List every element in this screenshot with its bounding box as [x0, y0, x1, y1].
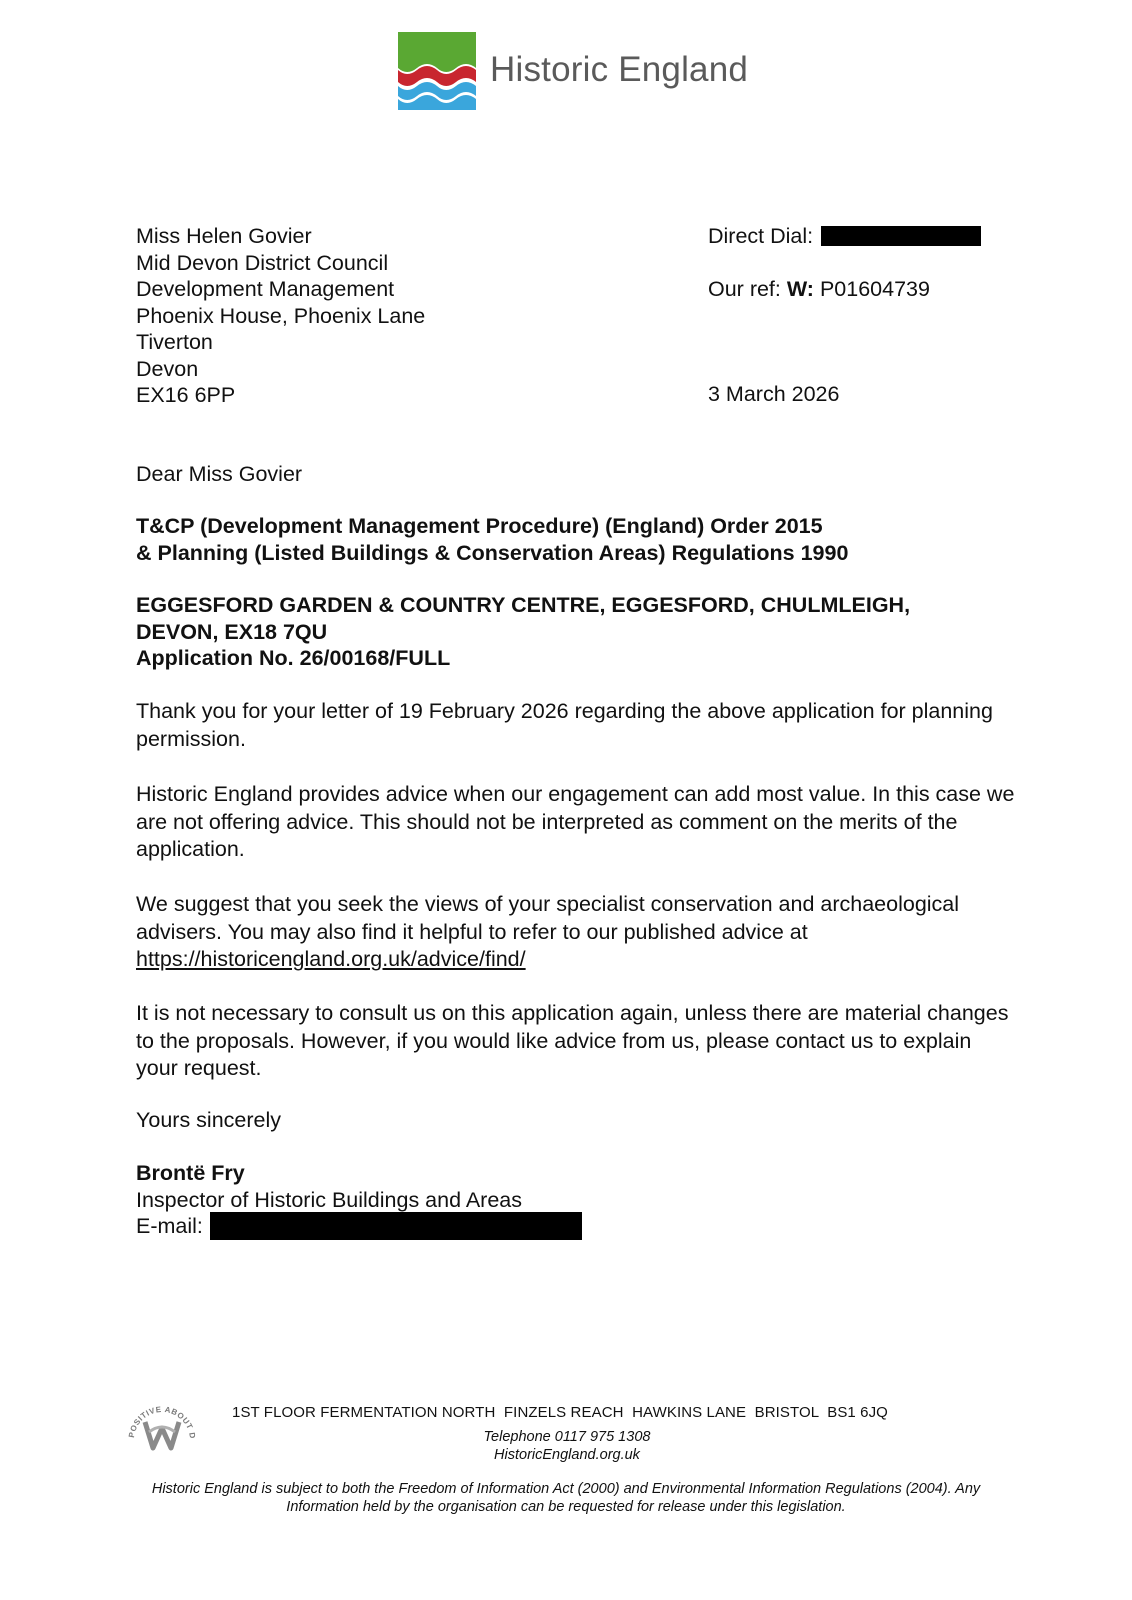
- application-number: Application No. 26/00168/FULL: [136, 646, 451, 670]
- signatory-title: Inspector of Historic Buildings and Areas: [136, 1187, 523, 1212]
- badge-text: POSITIVE ABOUT D: [127, 1404, 198, 1440]
- email-label: E-mail:: [136, 1214, 203, 1238]
- paragraph-text: We suggest that you seek the views of your specialist conservation and archaeological advisers. You may also find it helpful to refer to our published advice at: [136, 892, 960, 944]
- footer-contact: [0, 1428, 1132, 1464]
- recipient-line: Miss Helen Govier: [136, 224, 312, 248]
- body-paragraph: Thank you for your letter of 19 February 2026 regarding the above application for planning permission.: [136, 699, 993, 751]
- footer-address: 1ST FLOOR FERMENTATION NORTH FINZELS REACH HAWKINS LANE BRISTOL BS1 6JQ: [232, 1404, 888, 1421]
- letter-date: 3 March 2026: [708, 382, 840, 406]
- body-paragraph: Historic England provides advice when our engagement can add most value. In this case we are not offering advice. This should not be interpreted as comment on the merits of the application.: [136, 782, 1015, 861]
- signatory-name: Brontë Fry: [136, 1161, 245, 1185]
- body-paragraph: It is not necessary to consult us on this application again, unless there are material changes to the proposals. However, if you would like advice from us, please contact us to explain your request.: [136, 1001, 1009, 1080]
- recipient-line: Phoenix House, Phoenix Lane: [136, 303, 426, 328]
- our-ref-label: Our ref:: [708, 277, 781, 301]
- recipient-line: Development Management: [136, 277, 395, 301]
- recipient-line: Mid Devon District Council: [136, 250, 389, 275]
- legislation-line: T&CP (Development Management Procedure) (England) Order 2015: [136, 514, 823, 538]
- site-line: DEVON, EX18 7QU: [136, 619, 328, 644]
- foi-line: Information held by the organisation can be requested for release under this legislation.: [286, 1499, 846, 1515]
- site-heading: [136, 592, 910, 672]
- site-line: EGGESFORD GARDEN & COUNTRY CENTRE, EGGESFORD, CHULMLEIGH,: [136, 593, 911, 617]
- legislation-heading: [136, 513, 848, 566]
- closing: Yours sincerely: [136, 1108, 281, 1132]
- direct-dial-label: Direct Dial:: [708, 224, 814, 248]
- footer-foi-notice: [0, 1480, 1132, 1516]
- redacted-phone: [821, 226, 981, 246]
- direct-dial: [708, 223, 981, 250]
- historic-england-emblem-icon: [398, 32, 476, 110]
- signatory-email: [136, 1213, 582, 1240]
- our-reference: [708, 276, 930, 303]
- recipient-line: Devon: [136, 356, 199, 381]
- legislation-line: & Planning (Listed Buildings & Conservation Areas) Regulations 1990: [136, 540, 849, 565]
- advice-link[interactable]: https://historicengland.org.uk/advice/find/: [136, 947, 526, 971]
- footer-telephone: Telephone 0117 975 1308: [483, 1429, 651, 1445]
- recipient-line: EX16 6PP: [136, 383, 236, 407]
- salutation: Dear Miss Govier: [136, 462, 303, 486]
- our-ref-value: P01604739: [819, 277, 930, 301]
- our-ref-prefix: W:: [786, 277, 814, 301]
- historic-england-logo: [398, 32, 749, 110]
- redacted-email: [210, 1212, 582, 1240]
- footer-website[interactable]: HistoricEngland.org.uk: [494, 1447, 640, 1463]
- brand-name: Historic England: [490, 50, 749, 89]
- foi-line: Historic England is subject to both the Freedom of Information Act (2000) and Environmental Information Regulations (2004). Any: [151, 1481, 981, 1497]
- recipient-line: Tiverton: [136, 330, 213, 354]
- body-paragraph: [136, 891, 1016, 974]
- recipient-address: [136, 223, 425, 409]
- signatory-block: [136, 1160, 582, 1240]
